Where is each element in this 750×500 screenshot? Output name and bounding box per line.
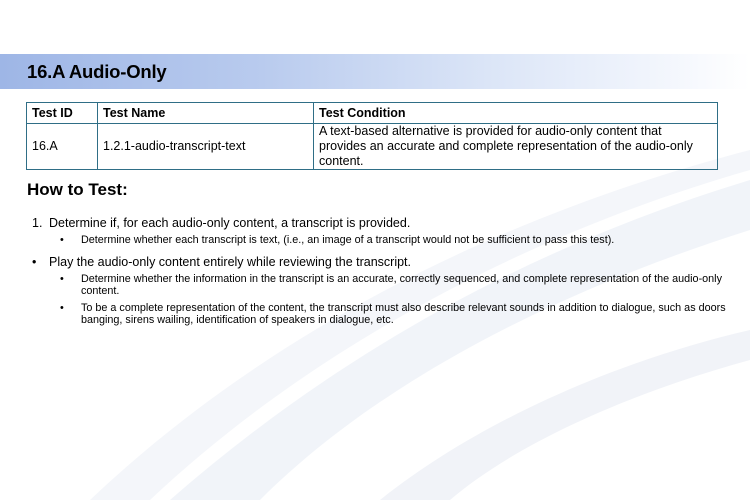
test-table [26,102,718,170]
sub-item [32,234,732,247]
sub-text: Determine whether each transcript is text, (i.e., an image of a transcript would not be sufficient to pass this test). [81,234,615,246]
sub-text: Determine whether the information in the transcript is an accurate, correctly sequenced, and complete representation of the audio-only content. [81,272,722,297]
bullet-icon: • [60,301,64,314]
page-title: 16.A Audio-Only [27,61,167,82]
cell-test-name: 1.2.1-audio-transcript-text [98,124,314,170]
header-test-condition: Test Condition [314,103,718,124]
sub-text: To be a complete representation of the content, the transcript must also describe relevant sounds in addition to dialogue, such as doors banging, sirens wailing, identification of speakers in dialogue, etc. [81,301,726,326]
table-header-row [27,103,718,124]
cell-test-id: 16.A [27,124,98,170]
how-to-test-heading: How to Test: [27,180,128,199]
step-number: 1. [32,216,43,230]
bullet-icon: • [60,234,64,246]
sub-item [32,273,732,298]
step-item [32,255,732,270]
sub-item [32,302,732,327]
cell-test-condition: A text-based alternative is provided for audio-only content that provides an accurate and complete representation of the audio-only content. [314,124,718,170]
bullet-icon: • [32,254,37,269]
bullet-icon: • [60,272,64,285]
steps-list [32,216,732,331]
step-text: Determine if, for each audio-only content, a transcript is provided. [49,216,411,230]
step-text: Play the audio-only content entirely while reviewing the transcript. [49,254,411,269]
table-row [27,124,718,170]
step-item [32,216,732,231]
header-test-name: Test Name [98,103,314,124]
header-test-id: Test ID [27,103,98,124]
